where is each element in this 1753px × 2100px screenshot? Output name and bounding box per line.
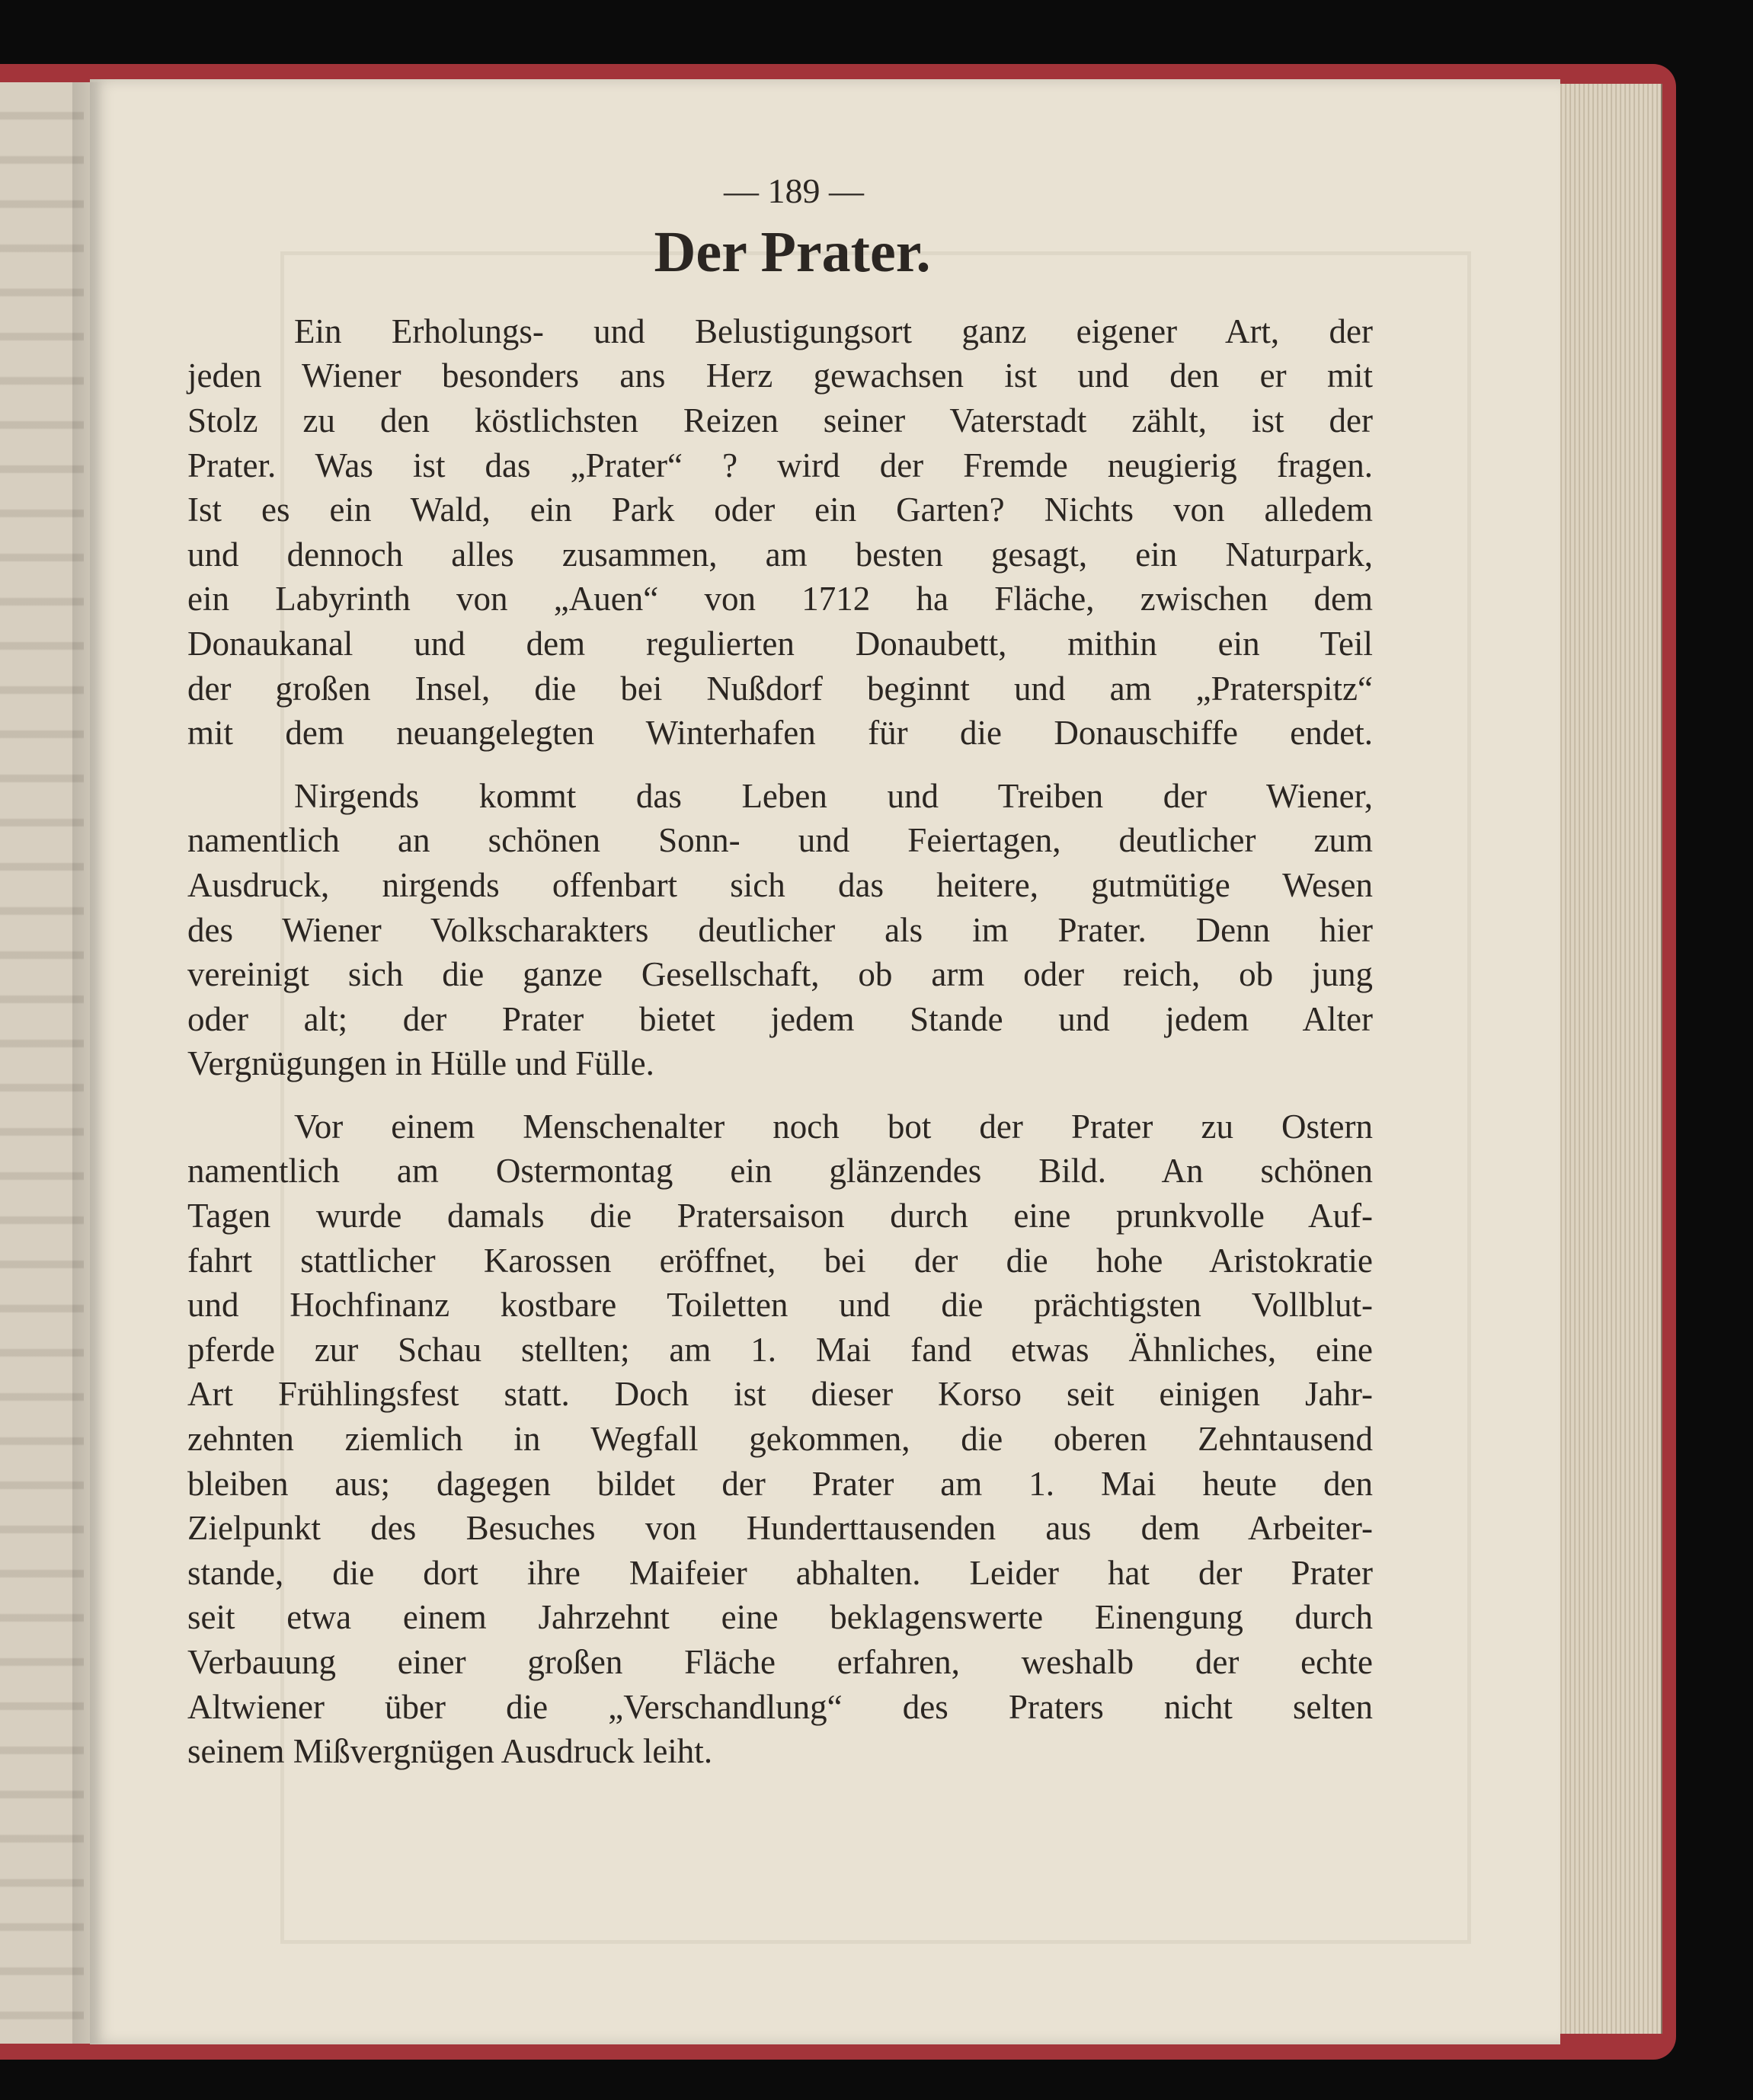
left-page-text-fragment xyxy=(0,82,84,2044)
text-line: Ausdruck, nirgends offenbart sich das heitere, gutmütige Wesen xyxy=(187,865,1373,904)
page-stack-edges xyxy=(1558,84,1662,2034)
text-line: Zielpunkt des Besuches von Hunderttausenden aus dem Arbeiter- xyxy=(187,1509,1373,1548)
text-line: Vergnügungen in Hülle und Fülle. xyxy=(187,1044,654,1083)
page-number: — 189 — xyxy=(724,171,864,210)
book-gutter-shadow xyxy=(72,82,103,2044)
text-line: Donaukanal und dem regulierten Donaubett, mithin ein Teil xyxy=(187,624,1373,663)
text-line: der großen Insel, die bei Nußdorf beginnt und am „Praterspitz“ xyxy=(187,669,1373,708)
text-line: Stolz zu den köstlichsten Reizen seiner Vaterstadt zählt, ist der xyxy=(187,401,1373,439)
paragraph-2 xyxy=(187,774,1373,1086)
text-line: Vor einem Menschenalter noch bot der Prater zu Ostern xyxy=(294,1107,1373,1146)
text-line: pferde zur Schau stellten; am 1. Mai fand etwas Ähnliches, eine xyxy=(187,1330,1373,1369)
text-line: Ist es ein Wald, ein Park oder ein Garten? Nichts von alledem xyxy=(187,491,1373,529)
chapter-title: Der Prater. xyxy=(654,220,931,284)
text-line: oder alt; der Prater bietet jedem Stande und jedem Alter xyxy=(187,999,1373,1038)
text-line: Art Frühlingsfest statt. Doch ist dieser Korso seit einigen Jahr- xyxy=(187,1375,1373,1414)
text-line: jeden Wiener besonders ans Herz gewachsen ist und den er mit xyxy=(187,356,1373,395)
text-line: stande, die dort ihre Maifeier abhalten. Leider hat der Prater xyxy=(187,1553,1373,1592)
text-line: seit etwa einem Jahrzehnt eine beklagenswerte Einengung durch xyxy=(187,1598,1373,1637)
text-line: des Wiener Volkscharakters deutlicher als im Prater. Denn hier xyxy=(187,910,1373,949)
text-line: fahrt stattlicher Karossen eröffnet, bei der die hohe Aristokratie xyxy=(187,1241,1373,1280)
paragraph-3 xyxy=(187,1104,1373,1774)
text-line: mit dem neuangelegten Winterhafen für die Donauschiffe endet. xyxy=(187,714,1373,753)
page-content xyxy=(187,171,1373,1791)
text-line: und Hochfinanz kostbare Toiletten und die prächtigsten Vollblut- xyxy=(187,1286,1373,1325)
text-line: zehnten ziemlich in Wegfall gekommen, die oberen Zehntausend xyxy=(187,1420,1373,1459)
text-line: namentlich an schönen Sonn- und Feiertagen, deutlicher zum xyxy=(187,821,1373,860)
text-line: Tagen wurde damals die Pratersaison durch eine prunkvolle Auf- xyxy=(187,1197,1373,1235)
text-line: ein Labyrinth von „Auen“ von 1712 ha Fläche, zwischen dem xyxy=(187,580,1373,618)
text-line: namentlich am Ostermontag ein glänzendes Bild. An schönen xyxy=(187,1152,1373,1191)
text-line: bleiben aus; dagegen bildet der Prater am 1. Mai heute den xyxy=(187,1464,1373,1503)
text-line: und dennoch alles zusammen, am besten gesagt, ein Naturpark, xyxy=(187,535,1373,574)
text-line: Verbauung einer großen Fläche erfahren, weshalb der echte xyxy=(187,1643,1373,1682)
text-line: vereinigt sich die ganze Gesellschaft, ob arm oder reich, ob jung xyxy=(187,955,1373,994)
text-line: Nirgends kommt das Leben und Treiben der Wiener, xyxy=(294,776,1373,815)
text-line: Ein Erholungs- und Belustigungsort ganz eigener Art, der xyxy=(294,312,1373,350)
text-line: seinem Mißvergnügen Ausdruck leiht. xyxy=(187,1732,713,1771)
text-line: Prater. Was ist das „Prater“ ? wird der Fremde neugierig fragen. xyxy=(187,446,1373,484)
paragraph-1 xyxy=(187,309,1373,756)
text-line: Altwiener über die „Verschandlung“ des Praters nicht selten xyxy=(187,1687,1373,1726)
